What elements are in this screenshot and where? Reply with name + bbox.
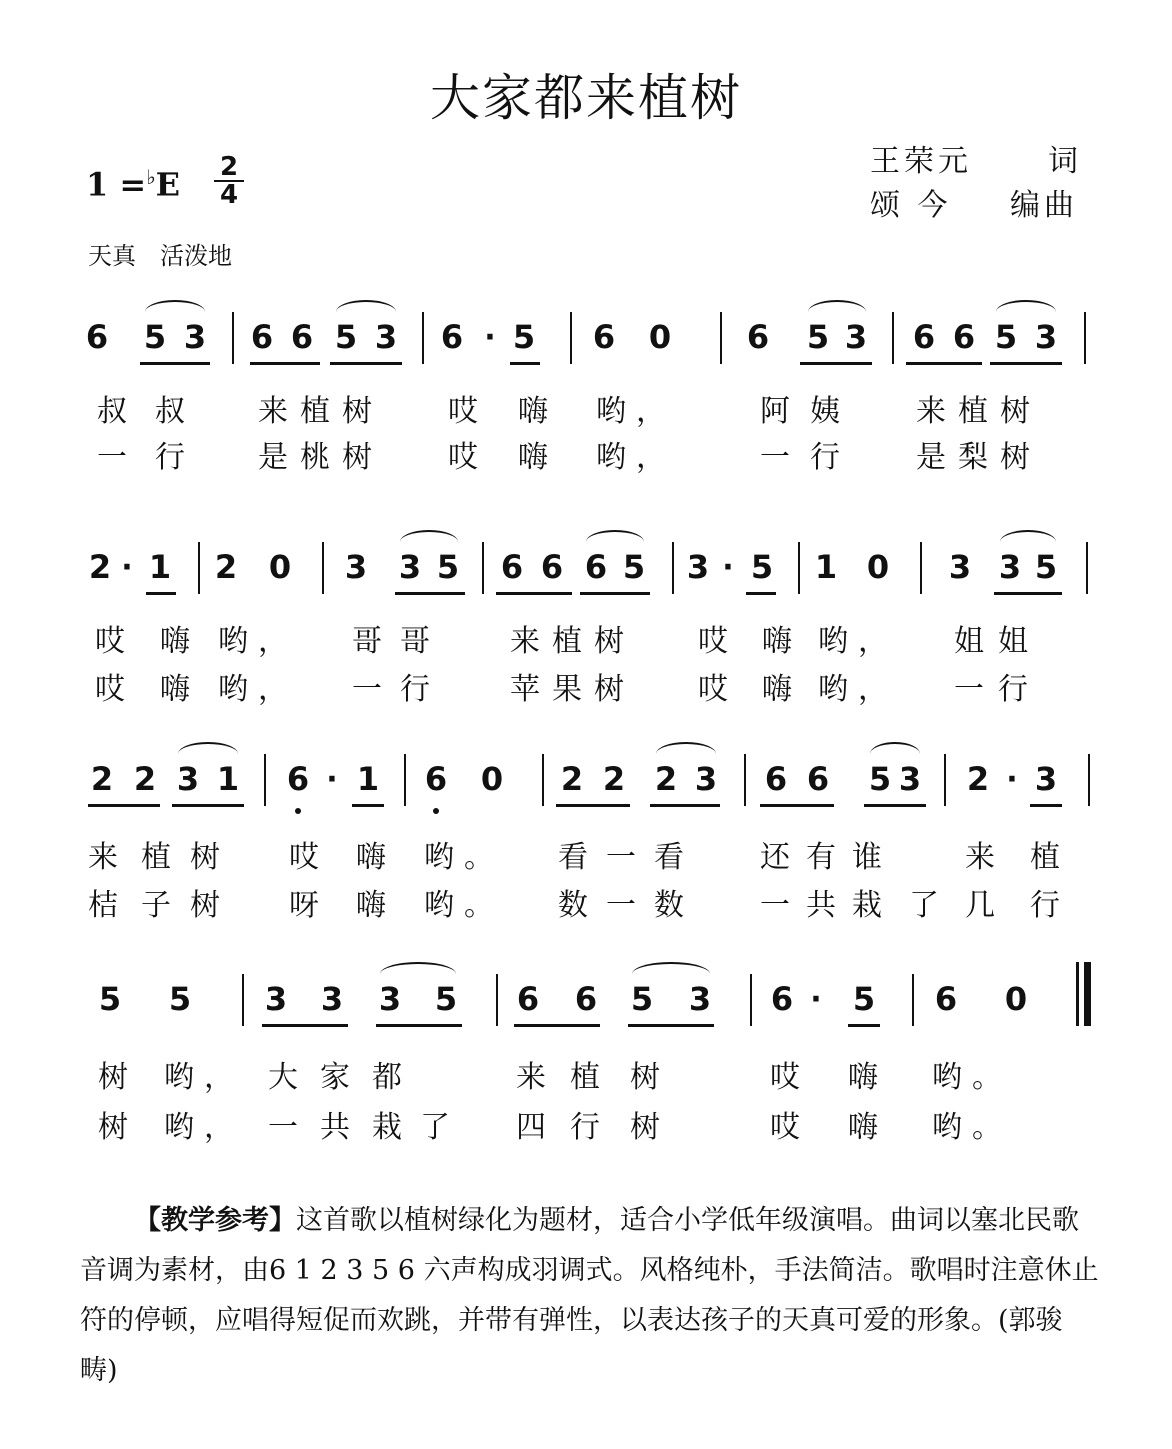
- teaching-notes: [80, 1196, 1100, 1396]
- lyric-verse-1: 哟，: [164, 1060, 244, 1095]
- note: 2: [602, 760, 626, 798]
- slur: [380, 962, 456, 974]
- lyric-verse-1: 植: [141, 840, 181, 875]
- teaching-notes-label: 【教学参考】: [134, 1205, 296, 1236]
- lyric-verse-2: 树: [1000, 440, 1040, 475]
- note: 6: [764, 760, 788, 798]
- beam-underline: [556, 804, 630, 807]
- beam-underline: [262, 1024, 348, 1027]
- note: 1: [148, 548, 172, 586]
- lyric-verse-2: 呀: [289, 888, 329, 923]
- note: 6: [424, 760, 448, 798]
- note: 3: [176, 760, 200, 798]
- note: 3: [898, 760, 922, 798]
- lyric-verse-1: 树: [630, 1060, 670, 1095]
- beam-underline: [514, 1024, 600, 1027]
- lyric-verse-2: 梨: [958, 440, 998, 475]
- beam-underline: [848, 1024, 880, 1027]
- note: 6: [250, 318, 274, 356]
- lyric-verse-2: 行: [998, 672, 1038, 707]
- note: 0: [268, 548, 292, 586]
- note: 6: [286, 760, 310, 798]
- beam-underline: [760, 804, 834, 807]
- lyric-verse-2: 桔: [88, 888, 128, 923]
- note: 6: [770, 980, 794, 1018]
- barline: [496, 974, 498, 1026]
- lyric-verse-2: 一: [760, 440, 800, 475]
- note: 3: [948, 548, 972, 586]
- lyric-verse-2: 是: [258, 440, 298, 475]
- note: 6: [912, 318, 936, 356]
- lyric-verse-2: 苹: [510, 672, 550, 707]
- aug-dot: ·: [326, 762, 338, 797]
- beam-underline: [172, 804, 244, 807]
- lyric-verse-1: 树: [190, 840, 230, 875]
- lyric-verse-2: 嗨: [356, 888, 396, 923]
- lyric-verse-1: 哟，: [596, 394, 676, 429]
- note: 3: [686, 548, 710, 586]
- lyric-verse-2: 栽: [372, 1110, 412, 1145]
- note: 2: [90, 760, 114, 798]
- lyric-verse-1: 家: [320, 1060, 360, 1095]
- barline: [920, 542, 922, 594]
- note: 3: [844, 318, 868, 356]
- note: 2: [966, 760, 990, 798]
- note: 3: [1034, 760, 1058, 798]
- note: 6: [746, 318, 770, 356]
- flat-sign: ♭: [146, 165, 156, 189]
- note: 5: [994, 318, 1018, 356]
- low-octave-dot: [295, 808, 301, 814]
- note: 6: [500, 548, 524, 586]
- beam-underline: [994, 592, 1062, 595]
- beam-underline: [906, 362, 982, 365]
- lyric-verse-2: 四: [516, 1110, 556, 1145]
- beam-underline: [330, 362, 402, 365]
- lyric-verse-1: 嗨: [356, 840, 396, 875]
- lyric-verse-2: 哟，: [596, 440, 676, 475]
- lyric-verse-1: 嗨: [518, 394, 558, 429]
- lyric-verse-1: 植: [570, 1060, 610, 1095]
- note: 5: [143, 318, 167, 356]
- time-bottom: 4: [219, 180, 239, 210]
- lyric-verse-1: 植: [552, 624, 592, 659]
- barline: [322, 542, 324, 594]
- note: 5: [852, 980, 876, 1018]
- aug-dot: ·: [484, 320, 496, 355]
- note: 5: [806, 318, 830, 356]
- lyric-verse-1: 树: [594, 624, 634, 659]
- note: 6: [584, 548, 608, 586]
- lyric-verse-1: 哎: [95, 624, 135, 659]
- lyric-verse-1: 有: [806, 840, 846, 875]
- barline: [198, 542, 200, 594]
- lyric-verse-2: 了: [909, 888, 949, 923]
- lyric-verse-2: 共: [320, 1110, 360, 1145]
- note: 6: [592, 318, 616, 356]
- beam-underline: [376, 1024, 462, 1027]
- barline: [264, 754, 266, 806]
- lyric-verse-2: 一: [352, 672, 392, 707]
- lyric-verse-2: 嗨: [848, 1110, 888, 1145]
- barline: [1088, 754, 1090, 806]
- composer-role: 编曲: [1010, 188, 1078, 223]
- lyric-verse-1: 姐: [998, 624, 1038, 659]
- note: 6: [290, 318, 314, 356]
- barline: [912, 974, 914, 1026]
- beam-underline: [800, 362, 872, 365]
- lyric-verse-2: 一: [97, 440, 137, 475]
- note: 3: [320, 980, 344, 1018]
- note: 3: [374, 318, 398, 356]
- beam-underline: [650, 804, 720, 807]
- note: 1: [356, 760, 380, 798]
- note: 2: [214, 548, 238, 586]
- lyric-verse-1: 哎: [448, 394, 488, 429]
- lyric-verse-2: 行: [400, 672, 440, 707]
- beam-underline: [146, 592, 176, 595]
- beam-underline: [628, 1024, 714, 1027]
- lyric-verse-2: 行: [1030, 888, 1070, 923]
- lyric-verse-1: 来: [258, 394, 298, 429]
- lyric-verse-2: 树: [98, 1110, 138, 1145]
- beam-underline: [352, 804, 384, 807]
- lyric-verse-2: 哟。: [424, 888, 504, 923]
- lyric-verse-1: 来: [965, 840, 1005, 875]
- lyric-verse-1: 树: [98, 1060, 138, 1095]
- beam-underline: [1030, 804, 1062, 807]
- barline: [1086, 542, 1088, 594]
- lyric-verse-2: 树: [190, 888, 230, 923]
- barline: [672, 542, 674, 594]
- final-barline-thick: [1084, 962, 1091, 1026]
- lyric-verse-2: 树: [342, 440, 382, 475]
- lyric-verse-1: 看: [654, 840, 694, 875]
- note: 5: [868, 760, 892, 798]
- lyric-verse-1: 来: [510, 624, 550, 659]
- slur: [178, 742, 238, 754]
- barline: [482, 542, 484, 594]
- barline: [542, 754, 544, 806]
- lyric-verse-2: 行: [810, 440, 850, 475]
- lyric-verse-2: 哟，: [818, 672, 898, 707]
- lyric-verse-1: 姐: [954, 624, 994, 659]
- slur: [808, 300, 866, 312]
- lyric-verse-2: 一: [760, 888, 800, 923]
- lyric-verse-1: 哥: [400, 624, 440, 659]
- slur: [400, 530, 458, 542]
- note: 3: [378, 980, 402, 1018]
- beam-underline: [746, 592, 776, 595]
- slur: [656, 742, 716, 754]
- lyric-verse-2: 数: [654, 888, 694, 923]
- beam-underline: [580, 592, 650, 595]
- barline: [750, 974, 752, 1026]
- lyric-verse-1: 树: [342, 394, 382, 429]
- note: 6: [952, 318, 976, 356]
- note: 3: [398, 548, 422, 586]
- note: 5: [434, 980, 458, 1018]
- lyric-verse-2: 行: [570, 1110, 610, 1145]
- time-signature: [214, 154, 244, 208]
- beam-underline: [140, 362, 210, 365]
- lyric-verse-1: 树: [1000, 394, 1040, 429]
- lyric-verse-2: 果: [552, 672, 592, 707]
- note: 6: [85, 318, 109, 356]
- lyricist-role: 词: [1048, 144, 1082, 179]
- barline: [422, 312, 424, 364]
- lyric-verse-1: 嗨: [848, 1060, 888, 1095]
- barline: [892, 312, 894, 364]
- lyric-verse-2: 哟，: [218, 672, 298, 707]
- lyric-verse-1: 一: [606, 840, 646, 875]
- aug-dot: ·: [1006, 762, 1018, 797]
- beam-underline: [496, 592, 572, 595]
- beam-underline: [395, 592, 465, 595]
- lyric-verse-2: 哎: [698, 672, 738, 707]
- lyric-verse-2: 嗨: [160, 672, 200, 707]
- barline: [798, 542, 800, 594]
- lyric-verse-2: 子: [141, 888, 181, 923]
- lyric-verse-2: 树: [594, 672, 634, 707]
- lyric-verse-1: 哟，: [218, 624, 298, 659]
- tempo-marking: 天真 活泼地: [88, 242, 232, 270]
- beam-underline: [88, 804, 160, 807]
- barline: [944, 754, 946, 806]
- lyric-verse-2: 哟。: [932, 1110, 1012, 1145]
- lyric-verse-1: 叔: [97, 394, 137, 429]
- note: 3: [264, 980, 288, 1018]
- note: 3: [1034, 318, 1058, 356]
- note: 0: [866, 548, 890, 586]
- lyric-verse-1: 来: [88, 840, 128, 875]
- low-octave-dot: [433, 808, 439, 814]
- lyric-verse-1: 植: [958, 394, 998, 429]
- barline: [570, 312, 572, 364]
- note: 6: [516, 980, 540, 1018]
- lyric-verse-1: 来: [516, 1060, 556, 1095]
- key-prefix: 1 =: [86, 165, 147, 204]
- lyric-verse-2: 哎: [95, 672, 135, 707]
- aug-dot: ·: [121, 550, 133, 585]
- note: 5: [750, 548, 774, 586]
- lyric-verse-2: 一: [268, 1110, 308, 1145]
- barline: [232, 312, 234, 364]
- note: 0: [1004, 980, 1028, 1018]
- beam-underline: [990, 362, 1062, 365]
- lyric-verse-2: 嗨: [762, 672, 802, 707]
- lyric-verse-2: 哟，: [164, 1110, 244, 1145]
- lyric-verse-1: 哎: [698, 624, 738, 659]
- song-title: 大家都来植树: [430, 69, 742, 127]
- note: 2: [88, 548, 112, 586]
- note: 2: [133, 760, 157, 798]
- lyric-verse-2: 数: [558, 888, 598, 923]
- lyric-verse-1: 哟，: [818, 624, 898, 659]
- slur: [870, 742, 920, 754]
- lyric-verse-1: 哎: [770, 1060, 810, 1095]
- lyric-verse-1: 都: [372, 1060, 412, 1095]
- lyric-verse-1: 还: [760, 840, 800, 875]
- aug-dot: ·: [722, 550, 734, 585]
- lyric-verse-1: 哥: [352, 624, 392, 659]
- note: 3: [998, 548, 1022, 586]
- final-barline-thin: [1076, 962, 1079, 1026]
- lyric-verse-2: 桃: [300, 440, 340, 475]
- lyric-verse-2: 是: [916, 440, 956, 475]
- note: 1: [216, 760, 240, 798]
- note: 6: [934, 980, 958, 1018]
- note: 6: [540, 548, 564, 586]
- lyric-verse-2: 栽: [852, 888, 892, 923]
- lyric-verse-1: 哎: [289, 840, 329, 875]
- lyric-verse-2: 几: [965, 888, 1005, 923]
- lyric-verse-2: 哎: [448, 440, 488, 475]
- lyric-verse-1: 哟。: [932, 1060, 1012, 1095]
- lyric-verse-2: 树: [630, 1110, 670, 1145]
- lyric-verse-1: 嗨: [762, 624, 802, 659]
- note: 0: [648, 318, 672, 356]
- note: 6: [806, 760, 830, 798]
- note: 6: [574, 980, 598, 1018]
- note: 5: [630, 980, 654, 1018]
- note: 3: [344, 548, 368, 586]
- barline: [404, 754, 406, 806]
- lyric-verse-2: 嗨: [518, 440, 558, 475]
- composer: 颂 今: [870, 188, 952, 223]
- lyric-verse-2: 行: [155, 440, 195, 475]
- note: 2: [560, 760, 584, 798]
- lyric-verse-1: 植: [1030, 840, 1070, 875]
- slur: [336, 300, 396, 312]
- lyric-verse-1: 姨: [810, 394, 850, 429]
- note: 3: [694, 760, 718, 798]
- lyric-verse-1: 嗨: [160, 624, 200, 659]
- note: 6: [440, 318, 464, 356]
- note: 5: [334, 318, 358, 356]
- lyric-verse-2: 了: [420, 1110, 460, 1145]
- lyric-verse-1: 植: [300, 394, 340, 429]
- lyric-verse-1: 谁: [852, 840, 892, 875]
- note: 5: [512, 318, 536, 356]
- barline: [1084, 312, 1086, 364]
- beam-underline: [510, 362, 540, 365]
- note: 3: [183, 318, 207, 356]
- lyric-verse-1: 来: [916, 394, 956, 429]
- slur: [1000, 530, 1056, 542]
- slur: [145, 300, 205, 312]
- note: 5: [168, 980, 192, 1018]
- lyric-verse-1: 哟。: [424, 840, 504, 875]
- note: 1: [814, 548, 838, 586]
- lyric-verse-1: 大: [268, 1060, 308, 1095]
- barline: [744, 754, 746, 806]
- lyric-verse-2: 共: [806, 888, 846, 923]
- time-top: 2: [214, 154, 244, 182]
- slur: [996, 300, 1056, 312]
- note: 5: [1034, 548, 1058, 586]
- lyricist: 王荣元: [870, 144, 972, 179]
- note: 0: [480, 760, 504, 798]
- note: 2: [654, 760, 678, 798]
- teaching-notes-body: 这首歌以植树绿化为题材，适合小学低年级演唱。曲词以塞北民歌音调为素材，由6 1 2 3 5 6 六声构成羽调式。风格纯朴，手法简洁。歌唱时注意休止符的停顿，应唱得短促而欢跳，并带有弹性，以表达孩子的天真可爱的形象。(郭骏畴): [80, 1205, 1099, 1386]
- key-signature: [86, 165, 180, 204]
- slur: [632, 962, 710, 974]
- lyric-verse-2: 哎: [770, 1110, 810, 1145]
- barline: [242, 974, 244, 1026]
- slur: [586, 530, 644, 542]
- lyric-verse-1: 叔: [155, 394, 195, 429]
- beam-underline: [250, 362, 320, 365]
- lyric-verse-1: 阿: [760, 394, 800, 429]
- lyric-verse-2: 一: [954, 672, 994, 707]
- lyric-verse-2: 一: [606, 888, 646, 923]
- note: 5: [98, 980, 122, 1018]
- note: 5: [622, 548, 646, 586]
- aug-dot: ·: [810, 982, 822, 1017]
- lyric-verse-1: 看: [558, 840, 598, 875]
- beam-underline: [864, 804, 926, 807]
- note: 3: [688, 980, 712, 1018]
- note: 5: [436, 548, 460, 586]
- barline: [720, 312, 722, 364]
- key-tonic: E: [155, 165, 181, 204]
